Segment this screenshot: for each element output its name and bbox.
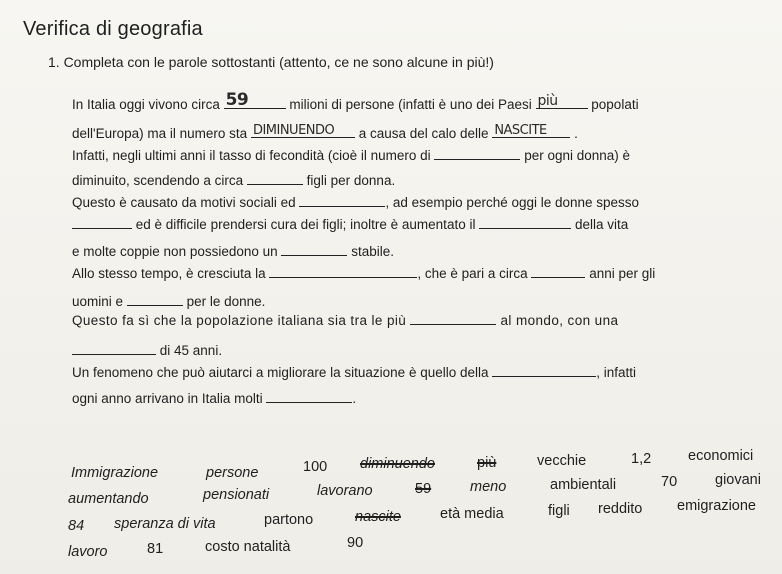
bank-word: età media xyxy=(440,506,504,522)
bank-word: lavorano xyxy=(317,483,373,499)
blank-11[interactable] xyxy=(269,265,417,278)
text-line-10 xyxy=(72,312,618,328)
line-10-text-a: Questo fa sì che la popolazione italiana sia tra le più xyxy=(72,313,407,328)
line-13-text-c: . xyxy=(352,391,357,406)
blank-7[interactable] xyxy=(299,194,385,207)
blank-1[interactable] xyxy=(224,90,286,110)
handwritten-answer-4: NASCITE xyxy=(494,123,547,138)
blank-2[interactable] xyxy=(536,93,588,109)
line-8-text-a: Allo stesso tempo, è cresciuta la xyxy=(72,266,266,281)
blank-12[interactable] xyxy=(531,265,585,278)
blank-16[interactable] xyxy=(492,364,596,377)
line-3-text-c: per ogni donna) è xyxy=(524,148,631,163)
blank-10[interactable] xyxy=(281,243,347,256)
text-line-13 xyxy=(72,390,356,406)
blank-4[interactable] xyxy=(492,125,570,138)
handwritten-answer-1: 59 xyxy=(225,90,249,110)
bank-word: Immigrazione xyxy=(71,465,159,481)
blank-9[interactable] xyxy=(479,216,571,229)
line-13-text-a: ogni anno arrivano in Italia molti xyxy=(72,391,263,406)
text-line-2 xyxy=(72,125,578,141)
bank-word: 1,2 xyxy=(631,451,652,467)
line-5-text-a: Questo è causato da motivi sociali ed xyxy=(72,195,296,210)
text-line-4 xyxy=(72,172,395,188)
bank-word: 90 xyxy=(347,535,364,551)
bank-word: partono xyxy=(264,512,314,528)
bank-word: figli xyxy=(548,503,570,519)
text-line-6 xyxy=(72,216,628,232)
line-1-text-a: In Italia oggi vivono circa xyxy=(72,97,220,112)
blank-6[interactable] xyxy=(247,172,303,185)
bank-word: 100 xyxy=(303,459,328,475)
line-12-text-c: , infatti xyxy=(596,365,637,380)
line-2-text-b: a causa del calo delle xyxy=(358,126,489,141)
text-line-11 xyxy=(72,342,222,358)
text-line-8 xyxy=(72,265,655,281)
bank-word: 81 xyxy=(147,541,164,557)
text-line-7 xyxy=(72,243,394,259)
line-3-text-a: Infatti, negli ultimi anni il tasso di fecondità (cioè il numero di xyxy=(72,148,431,163)
line-10-text-c: al mondo, con una xyxy=(500,313,619,328)
question-instruction: 1. Completa con le parole sottostanti (attento, ce ne sono alcune in più!) xyxy=(48,54,494,70)
line-5-text-c: , ad esempio perché oggi le donne spesso xyxy=(385,195,640,210)
bank-word-crossed: più xyxy=(477,455,497,471)
blank-8[interactable] xyxy=(72,216,132,229)
bank-word-crossed: nascite xyxy=(355,509,401,525)
text-line-12 xyxy=(72,364,636,380)
line-2-text-a: dell'Europa) ma il numero sta xyxy=(72,126,248,141)
bank-word: persone xyxy=(206,465,259,481)
text-line-1 xyxy=(72,90,639,112)
page-title: Verifica di geografia xyxy=(23,18,203,40)
line-4-text-c: figli per donna. xyxy=(306,173,396,188)
line-12-text-a: Un fenomeno che può aiutarci a migliorare la situazione è quello della xyxy=(72,365,489,380)
blank-3[interactable] xyxy=(251,125,355,138)
line-11-text-a: di 45 anni. xyxy=(159,343,223,358)
bank-word: meno xyxy=(470,479,507,495)
bank-word: reddito xyxy=(598,501,643,517)
handwritten-answer-2: più xyxy=(537,93,558,109)
bank-word: ambientali xyxy=(550,477,617,493)
handwritten-answer-3: DIMINUENDO xyxy=(252,123,335,138)
line-8-text-b: , che è pari a circa xyxy=(417,266,528,281)
line-6-text-c: della vita xyxy=(575,217,629,232)
line-6-text-a: ed è difficile prendersi cura dei figli; inoltre è aumentato il xyxy=(135,217,476,232)
bank-word: 84 xyxy=(68,518,85,534)
blank-5[interactable] xyxy=(434,147,520,160)
bank-word: emigrazione xyxy=(677,498,756,514)
line-1-text-b: milioni di persone (infatti è uno dei Paesi xyxy=(289,97,532,112)
blank-17[interactable] xyxy=(266,390,352,403)
line-7-text-c: stabile. xyxy=(351,244,394,259)
bank-word: economici xyxy=(688,448,754,464)
line-9-text-c: per le donne. xyxy=(186,294,266,309)
line-9-text-a: uomini e xyxy=(72,294,124,309)
text-line-9 xyxy=(72,293,265,309)
line-7-text-a: e molte coppie non possiedono un xyxy=(72,244,278,259)
text-line-3 xyxy=(72,147,630,163)
blank-14[interactable] xyxy=(410,312,496,325)
blank-13[interactable] xyxy=(127,293,183,306)
line-1-text-c: popolati xyxy=(591,97,639,112)
line-2-text-c: . xyxy=(574,126,578,141)
bank-word: lavoro xyxy=(68,544,108,560)
bank-word: 70 xyxy=(661,474,678,490)
bank-word: pensionati xyxy=(203,487,270,503)
line-8-text-c: anni per gli xyxy=(589,266,656,281)
blank-15[interactable] xyxy=(72,342,156,355)
bank-word-crossed: diminuendo xyxy=(360,456,435,472)
bank-word: costo natalità xyxy=(205,539,291,555)
line-4-text-a: diminuito, scendendo a circa xyxy=(72,173,244,188)
text-line-5 xyxy=(72,194,639,210)
bank-word: giovani xyxy=(715,472,761,488)
bank-word: speranza di vita xyxy=(114,516,216,532)
bank-word-crossed: 59 xyxy=(415,481,432,497)
bank-word: aumentando xyxy=(68,491,149,507)
bank-word: vecchie xyxy=(537,453,587,469)
